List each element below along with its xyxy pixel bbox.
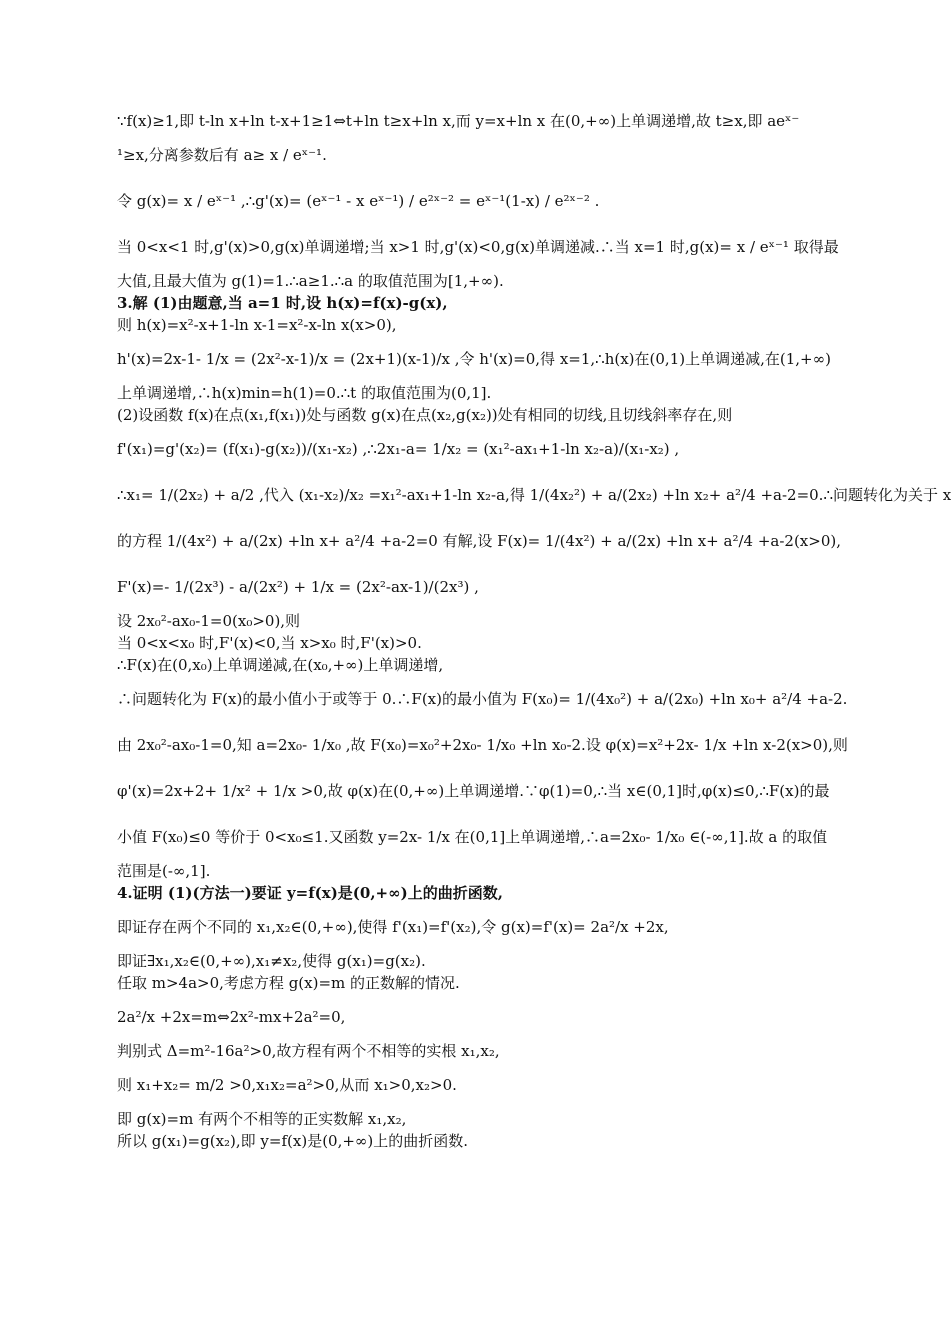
text-line-14: F'(x)=- 1/(2x³) - a/(2x²) + 1/x = (2x²-ax-1)/(2x³) ,	[117, 578, 479, 596]
text-line-28: 判别式 Δ=m²-16a²>0,故方程有两个不相等的实根 x₁,x₂,	[117, 1042, 500, 1060]
text-line-19: 由 2x₀²-ax₀-1=0,知 a=2x₀- 1/x₀ ,故 F(x₀)=x₀²+2x₀- 1/x₀ +ln x₀-2.设 φ(x)=x²+2x- 1/x +ln x-2(x>0),则	[117, 736, 848, 754]
text-line-9: 上单调递增,∴h(x)min=h(1)=0.∴t 的取值范围为(0,1].	[117, 384, 492, 402]
text-line-25: 即证∃x₁,x₂∈(0,+∞),x₁≠x₂,使得 g(x₁)=g(x₂).	[117, 952, 426, 970]
text-line-24: 即证存在两个不同的 x₁,x₂∈(0,+∞),使得 f'(x₁)=f'(x₂),令 g(x)=f'(x)= 2a²/x +2x,	[117, 918, 669, 936]
text-line-1: ∵f(x)≥1,即 t-ln x+ln t-x+1≥1⇔t+ln t≥x+ln x,而 y=x+ln x 在(0,+∞)上单调递增,故 t≥x,即 aeˣ⁻	[117, 112, 800, 130]
text-line-15: 设 2x₀²-ax₀-1=0(x₀>0),则	[117, 612, 301, 630]
text-line-11: f'(x₁)=g'(x₂)= (f(x₁)-g(x₂))/(x₁-x₂) ,∴2x₁-a= 1/x₂ = (x₁²-ax₁+1-ln x₂-a)/(x₁-x₂) ,	[117, 440, 680, 458]
text-line-30: 即 g(x)=m 有两个不相等的正实数解 x₁,x₂,	[117, 1110, 407, 1128]
text-line-5: 大值,且最大值为 g(1)=1.∴a≥1.∴a 的取值范围为[1,+∞).	[117, 272, 504, 290]
text-line-20: φ'(x)=2x+2+ 1/x² + 1/x >0,故 φ(x)在(0,+∞)上单调递增.∵φ(1)=0,∴当 x∈(0,1]时,φ(x)≤0,∴F(x)的最	[117, 782, 830, 800]
problem-4-heading: 4.证明 (1)(方法一)要证 y=f(x)是(0,+∞)上的曲折函数,	[117, 884, 503, 902]
text-line-22: 范围是(-∞,1].	[117, 862, 211, 880]
text-line-27: 2a²/x +2x=m⇔2x²-mx+2a²=0,	[117, 1008, 346, 1026]
text-line-7: 则 h(x)=x²-x+1-ln x-1=x²-x-ln x(x>0),	[117, 316, 397, 334]
text-line-29: 则 x₁+x₂= m/2 >0,x₁x₂=a²>0,从而 x₁>0,x₂>0.	[117, 1076, 457, 1094]
text-line-4: 当 0<x<1 时,g'(x)>0,g(x)单调递增;当 x>1 时,g'(x)<0,g(x)单调递减.∴当 x=1 时,g(x)= x / eˣ⁻¹ 取得最	[117, 238, 839, 256]
text-line-10: (2)设函数 f(x)在点(x₁,f(x₁))处与函数 g(x)在点(x₂,g(x₂))处有相同的切线,且切线斜率存在,则	[117, 406, 733, 424]
text-line-17: ∴F(x)在(0,x₀)上单调递减,在(x₀,+∞)上单调递增,	[117, 656, 444, 674]
text-line-16: 当 0<x<x₀ 时,F'(x)<0,当 x>x₀ 时,F'(x)>0.	[117, 634, 422, 652]
text-line-21: 小值 F(x₀)≤0 等价于 0<x₀≤1.又函数 y=2x- 1/x 在(0,1]上单调递增,∴a=2x₀- 1/x₀ ∈(-∞,1].故 a 的取值	[117, 828, 828, 846]
text-line-13: 的方程 1/(4x²) + a/(2x) +ln x+ a²/4 +a-2=0 有解,设 F(x)= 1/(4x²) + a/(2x) +ln x+ a²/4 +a-2(x>0),	[117, 532, 841, 550]
text-line-3: 令 g(x)= x / eˣ⁻¹ ,∴g'(x)= (eˣ⁻¹ - x eˣ⁻¹) / e²ˣ⁻² = eˣ⁻¹(1-x) / e²ˣ⁻² .	[117, 192, 600, 210]
text-line-8: h'(x)=2x-1- 1/x = (2x²-x-1)/x = (2x+1)(x-1)/x ,令 h'(x)=0,得 x=1,∴h(x)在(0,1)上单调递减,在(1,+∞)	[117, 350, 831, 368]
text-line-18: ∴问题转化为 F(x)的最小值小于或等于 0.∴F(x)的最小值为 F(x₀)= 1/(4x₀²) + a/(2x₀) +ln x₀+ a²/4 +a-2.	[117, 690, 848, 708]
text-line-26: 任取 m>4a>0,考虑方程 g(x)=m 的正数解的情况.	[117, 974, 460, 992]
text-line-2: ¹≥x,分离参数后有 a≥ x / eˣ⁻¹.	[117, 146, 327, 164]
solution-document	[117, 110, 951, 1152]
text-line-31: 所以 g(x₁)=g(x₂),即 y=f(x)是(0,+∞)上的曲折函数.	[117, 1132, 469, 1150]
problem-3-heading: 3.解 (1)由题意,当 a=1 时,设 h(x)=f(x)-g(x),	[117, 294, 448, 312]
text-line-12: ∴x₁= 1/(2x₂) + a/2 ,代入 (x₁-x₂)/x₂ =x₁²-ax₁+1-ln x₂-a,得 1/(4x₂²) + a/(2x₂) +ln x₂+ a²/4 +a-2=0.∴问题转化为关于 x	[117, 486, 951, 504]
